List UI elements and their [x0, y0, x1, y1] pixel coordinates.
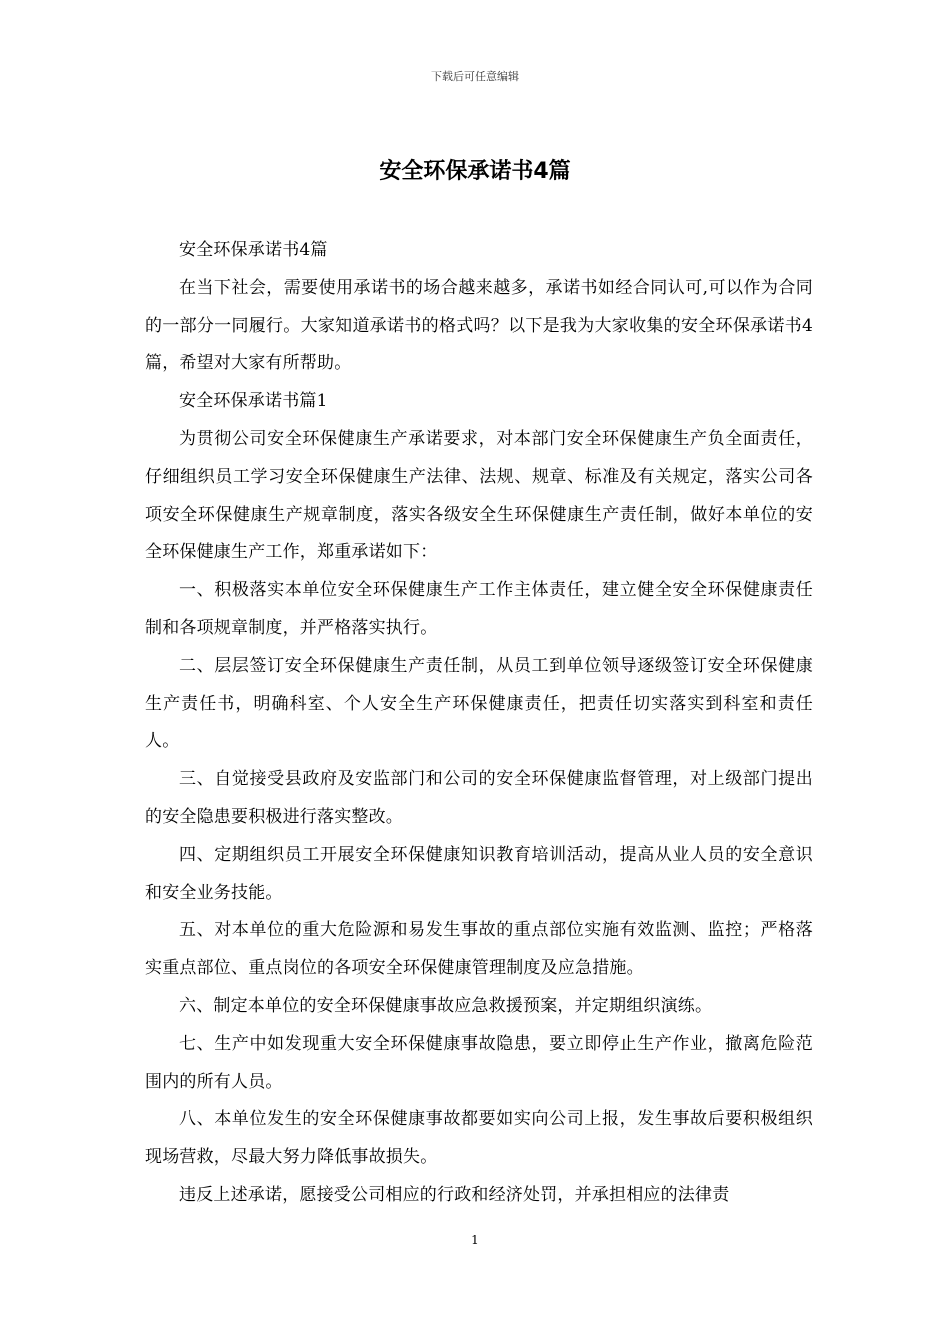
commitment-item-6: 六、制定本单位的安全环保健康事故应急救援预案，并定期组织演练。	[179, 995, 713, 1016]
document-body	[145, 232, 813, 1215]
header-note: 下载后可任意编辑	[431, 70, 519, 83]
paragraph-closing: 违反上述承诺，愿接受公司相应的行政和经济处罚，并承担相应的法律责	[179, 1184, 730, 1205]
commitment-item-4: 四、定期组织员工开展安全环保健康知识教育培训活动，提高从业人员的安全意识和安全业务技能。	[145, 844, 813, 903]
paragraph-subtitle: 安全环保承诺书4篇	[179, 240, 328, 260]
paragraph-intro: 在当下社会，需要使用承诺书的场合越来越多，承诺书如经合同认可,可以作为合同的一部分一同履行。大家知道承诺书的格式吗？以下是我为大家收集的安全环保承诺书4篇，希望对大家有所帮助。	[145, 277, 813, 374]
commitment-item-5: 五、对本单位的重大危险源和易发生事故的重点部位实施有效监测、监控；严格落实重点部位、重点岗位的各项安全环保健康管理制度及应急措施。	[145, 920, 813, 979]
commitment-item-1: 一、积极落实本单位安全环保健康生产工作主体责任，建立健全安全环保健康责任制和各项规章制度，并严格落实执行。	[145, 580, 813, 638]
commitment-item-8: 八、本单位发生的安全环保健康事故都要如实向公司上报，发生事故后要积极组织现场营救，尽最大努力降低事故损失。	[145, 1109, 813, 1168]
commitment-item-2: 二、层层签订安全环保健康生产责任制，从员工到单位领导逐级签订安全环保健康生产责任书，明确科室、个人安全生产环保健康责任，把责任切实落实到科室和责任人。	[145, 655, 813, 752]
section-heading-1: 安全环保承诺书篇1	[179, 391, 328, 412]
document-title: 安全环保承诺书4篇	[379, 159, 571, 184]
commitment-item-3: 三、自觉接受县政府及安监部门和公司的安全环保健康监督管理，对上级部门提出的安全隐患要积极进行落实整改。	[145, 769, 813, 827]
page-number: 1	[471, 1233, 479, 1247]
commitment-item-7: 七、生产中如发现重大安全环保健康事故隐患，要立即停止生产作业，撤离危险范围内的所有人员。	[145, 1033, 813, 1092]
paragraph-preamble: 为贯彻公司安全环保健康生产承诺要求，对本部门安全环保健康生产负全面责任，仔细组织员工学习安全环保健康生产法律、法规、规章、标准及有关规定，落实公司各项安全环保健康生产规章制度，落实各级安全生环保健康生产责任制，做好本单位的安全环保健康生产工作，郑重承诺如下：	[145, 428, 813, 563]
